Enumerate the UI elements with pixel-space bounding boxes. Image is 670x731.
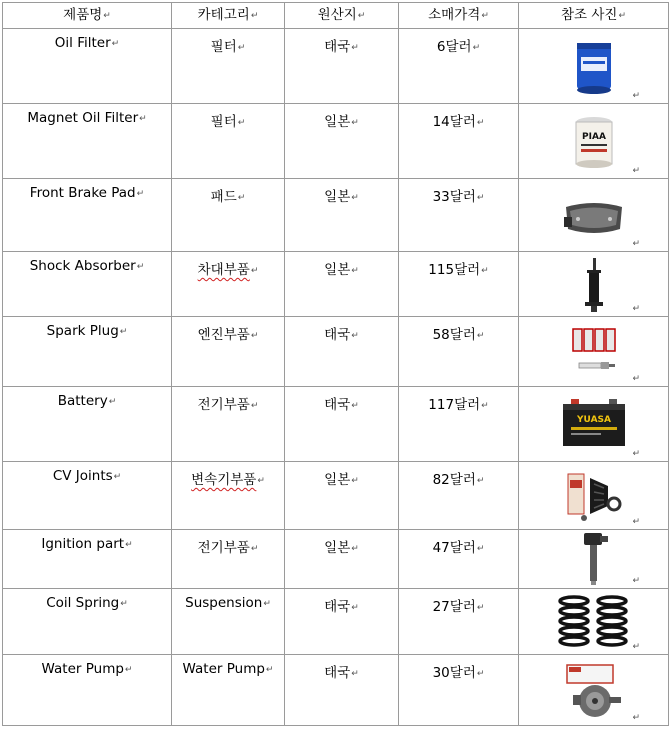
cell-price: 33달러↵ xyxy=(399,179,519,252)
oil-filter-icon xyxy=(569,37,619,97)
table-row xyxy=(3,104,669,179)
cell-category: 필터↵ xyxy=(172,29,285,104)
header-product-name: 제품명↵ xyxy=(3,3,172,29)
cell-origin: 일본↵ xyxy=(285,252,399,317)
cell-price: 27달러↵ xyxy=(399,589,519,655)
cell-origin: 일본↵ xyxy=(285,530,399,589)
cell-price: 82달러↵ xyxy=(399,462,519,530)
cell-product-name: CV Joints↵ xyxy=(3,462,172,530)
cell-origin: 태국↵ xyxy=(285,655,399,726)
cell-price: 115달러↵ xyxy=(399,252,519,317)
cell-category: 패드↵ xyxy=(172,179,285,252)
cell-product-name: Water Pump↵ xyxy=(3,655,172,726)
cell-photo: ↵ xyxy=(519,462,669,530)
cell-category: 엔진부품↵ xyxy=(172,317,285,387)
cell-category: 차대부품↵ xyxy=(172,252,285,317)
cell-photo: ↵ xyxy=(519,29,669,104)
magnet-oil-filter-icon xyxy=(569,112,619,172)
svg-text:YUASA: YUASA xyxy=(576,415,611,425)
cell-category: 전기부품↵ xyxy=(172,530,285,589)
cell-photo: ↵ xyxy=(519,655,669,726)
header-category: 카테고리↵ xyxy=(172,3,285,29)
cell-origin: 태국↵ xyxy=(285,589,399,655)
cell-product-name: Spark Plug↵ xyxy=(3,317,172,387)
table-row xyxy=(3,252,669,317)
cell-photo: PIAA ↵ xyxy=(519,104,669,179)
brake-pad-icon xyxy=(562,197,626,241)
table-row xyxy=(3,317,669,387)
coil-spring-icon xyxy=(556,593,632,651)
cell-category: 필터↵ xyxy=(172,104,285,179)
shock-absorber-icon xyxy=(579,256,609,314)
cell-photo: ↵ xyxy=(519,252,669,317)
cell-product-name: Coil Spring↵ xyxy=(3,589,172,655)
table-header-row xyxy=(3,3,669,29)
svg-text:PIAA: PIAA xyxy=(581,132,606,142)
cell-category: 변속기부품↵ xyxy=(172,462,285,530)
header-reference-photo: 참조 사진↵ xyxy=(519,3,669,29)
cell-price: 47달러↵ xyxy=(399,530,519,589)
cell-photo: ↵ xyxy=(519,317,669,387)
table-row xyxy=(3,387,669,462)
table-row xyxy=(3,589,669,655)
cell-photo: ↵ xyxy=(519,179,669,252)
cell-photo: ↵ xyxy=(519,589,669,655)
cell-price: 58달러↵ xyxy=(399,317,519,387)
ignition-coil-icon xyxy=(574,531,614,587)
cell-origin: 일본↵ xyxy=(285,179,399,252)
cell-product-name: Magnet Oil Filter↵ xyxy=(3,104,172,179)
water-pump-icon xyxy=(559,661,629,721)
battery-icon xyxy=(559,397,629,449)
product-table xyxy=(2,2,669,726)
spark-plug-icon xyxy=(569,325,619,377)
table-row xyxy=(3,29,669,104)
cell-origin: 태국↵ xyxy=(285,317,399,387)
cell-category: Water Pump↵ xyxy=(172,655,285,726)
cell-price: 30달러↵ xyxy=(399,655,519,726)
cell-origin: 태국↵ xyxy=(285,29,399,104)
cell-origin: 일본↵ xyxy=(285,462,399,530)
cell-price: 117달러↵ xyxy=(399,387,519,462)
table-row xyxy=(3,655,669,726)
table-row xyxy=(3,179,669,252)
cell-category: 전기부품↵ xyxy=(172,387,285,462)
cell-category: Suspension↵ xyxy=(172,589,285,655)
cell-price: 6달러↵ xyxy=(399,29,519,104)
cell-product-name: Ignition part↵ xyxy=(3,530,172,589)
cell-product-name: Shock Absorber↵ xyxy=(3,252,172,317)
cell-origin: 태국↵ xyxy=(285,387,399,462)
cell-price: 14달러↵ xyxy=(399,104,519,179)
table-row xyxy=(3,462,669,530)
cell-product-name: Battery↵ xyxy=(3,387,172,462)
cell-product-name: Oil Filter↵ xyxy=(3,29,172,104)
table-row xyxy=(3,530,669,589)
header-origin: 원산지↵ xyxy=(285,3,399,29)
cell-photo: ↵ xyxy=(519,530,669,589)
cv-joint-icon xyxy=(564,466,624,524)
cell-photo: YUASA ↵ xyxy=(519,387,669,462)
header-retail-price: 소매가격↵ xyxy=(399,3,519,29)
cell-origin: 일본↵ xyxy=(285,104,399,179)
cell-product-name: Front Brake Pad↵ xyxy=(3,179,172,252)
